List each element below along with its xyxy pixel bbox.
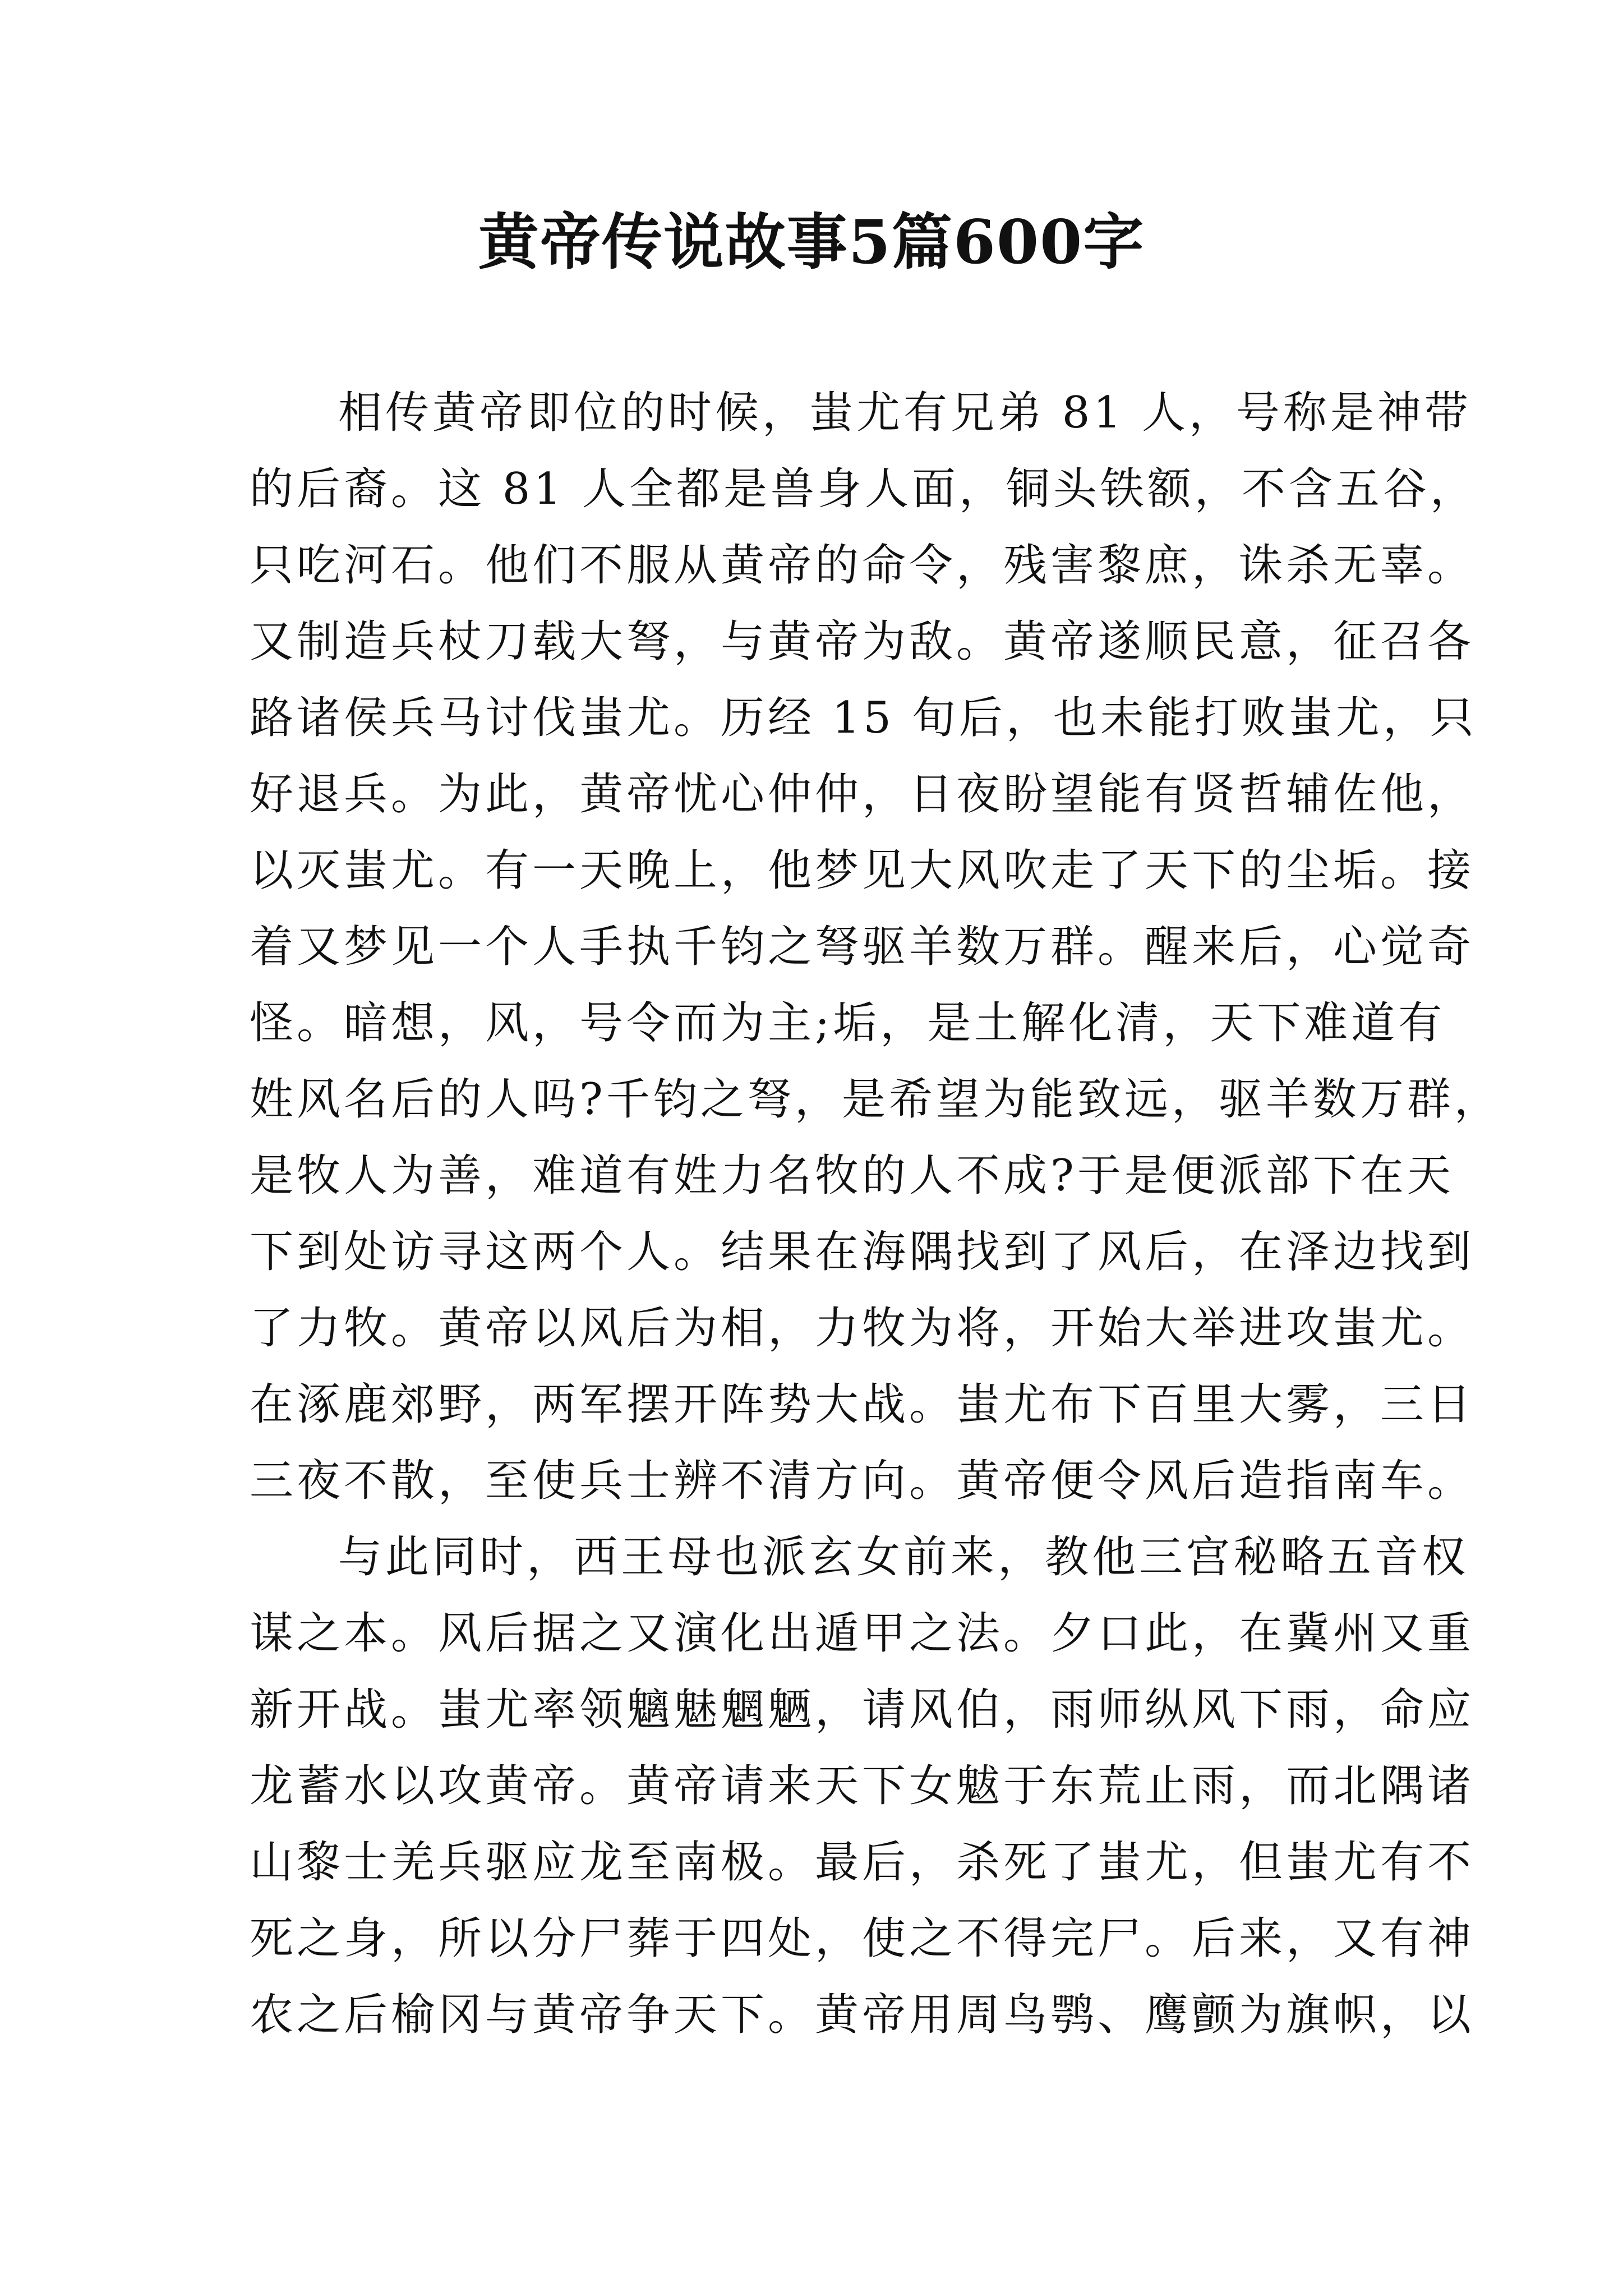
text-line: 以灭蚩尤。有一天晚上，他梦见大风吹走了天下的尘垢。接 <box>250 845 1475 896</box>
text-line: 死之身，所以分尸葬于四处，使之不得完尸。后来，又有神 <box>250 1913 1475 1964</box>
text-line: 新开战。蚩尤率领魑魅魍魉，请风伯，雨师纵风下雨，命应 <box>250 1685 1475 1735</box>
text-line: 着又梦见一个人手执千钧之弩驱羊数万群。醒来后，心觉奇 <box>250 922 1475 972</box>
text-line: 三夜不散，至使兵士辨不清方向。黄帝便令风后造指南车。 <box>250 1456 1475 1506</box>
text-line: 是牧人为善，难道有姓力名牧的人不成?于是便派部下在天 <box>250 1151 1454 1201</box>
text-line: 又制造兵杖刀载大弩，与黄帝为敌。黄帝遂顺民意，征召各 <box>250 616 1475 667</box>
text-line: 下到处访寻这两个人。结果在海隅找到了风后，在泽边找到 <box>250 1227 1475 1277</box>
text-line: 怪。暗想，风，号令而为主;垢，是土解化清，天下难道有 <box>250 998 1446 1048</box>
document-title: 黄帝传说故事5篇600字 <box>478 207 1145 278</box>
document-body <box>250 375 1501 2053</box>
text-line: 姓风名后的人吗?千钧之弩，是希望为能致远，驱羊数万群， <box>250 1074 1501 1125</box>
text-line: 谋之本。风后据之又演化出遁甲之法。夕口此，在冀州又重 <box>250 1608 1475 1659</box>
text-line: 只吃河石。他们不服从黄帝的命令，残害黎庶，诛杀无辜。 <box>250 540 1475 591</box>
text-line: 好退兵。为此，黄帝忧心仲仲，日夜盼望能有贤哲辅佐他， <box>250 769 1475 820</box>
text-line: 了力牧。黄帝以风后为相，力牧为将，开始大举进攻蚩尤。 <box>250 1303 1475 1354</box>
text-line: 路诸侯兵马讨伐蚩尤。历经 15 旬后，也未能打败蚩尤，只 <box>250 693 1477 743</box>
text-line: 山黎士羌兵驱应龙至南极。最后，杀死了蚩尤，但蚩尤有不 <box>250 1837 1475 1888</box>
text-line: 龙蓄水以攻黄帝。黄帝请来天下女魃于东荒止雨，而北隅诸 <box>250 1761 1475 1811</box>
text-line: 在涿鹿郊野，两军摆开阵势大战。蚩尤布下百里大雾，三日 <box>250 1379 1475 1430</box>
text-line: 农之后榆冈与黄帝争天下。黄帝用周鸟鹗、鹰颤为旗帜，以 <box>250 1990 1475 2040</box>
text-line: 的后裔。这 81 人全都是兽身人面，铜头铁额，不含五谷， <box>250 464 1477 514</box>
text-line: 相传黄帝即位的时候，蚩尤有兄弟 81 人，号称是神带 <box>338 388 1472 438</box>
text-line: 与此同时，西王母也派玄女前来，教他三宫秘略五音权 <box>338 1532 1469 1582</box>
